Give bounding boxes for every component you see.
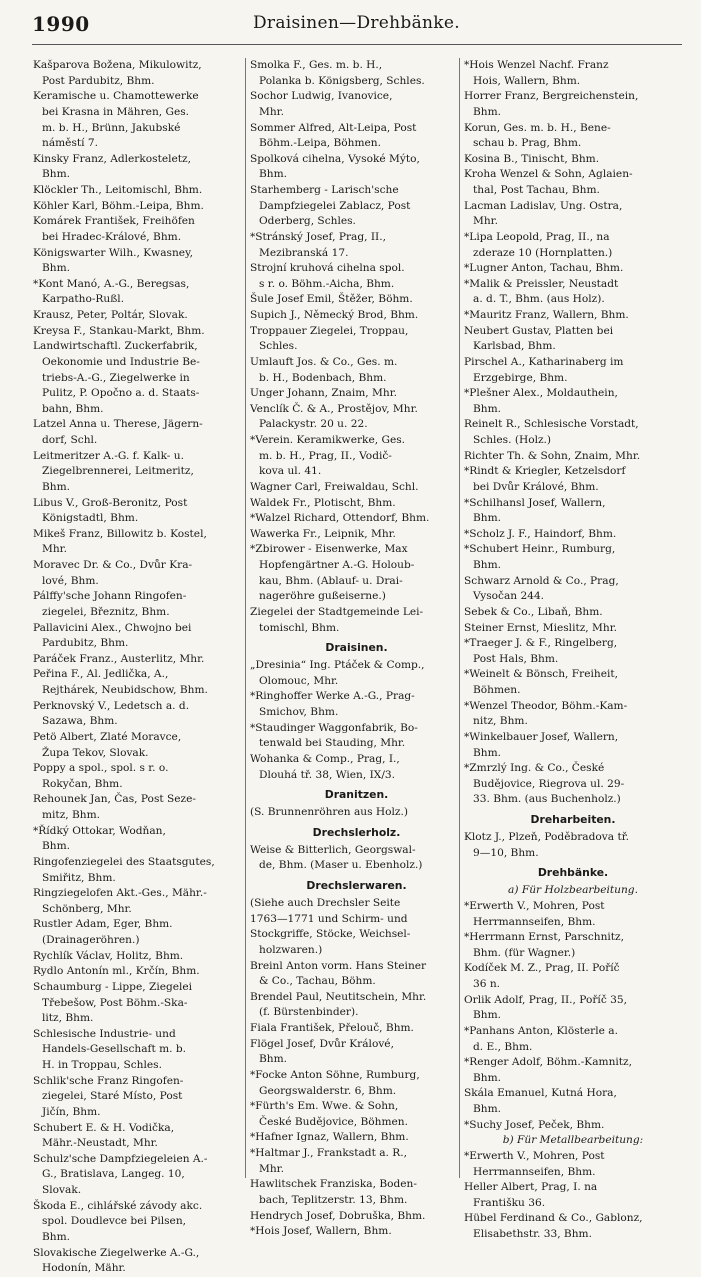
entry-continuation-line: Bhm. (473, 746, 502, 759)
entry-line: Keramische u. Chamottewerke (33, 90, 199, 103)
entry-line: Ringziegelofen Akt.-Ges., Mähr.- (33, 887, 207, 900)
entry-continuation-line: G., Bratislava, Langeg. 10, (42, 1168, 185, 1181)
entry-continuation-line: Bhm. (473, 1103, 502, 1115)
entry-line: Peřina F., Al. Jedlička, A., (33, 668, 169, 681)
entry-line: Poppy a spol., spol. s r. o. (33, 762, 169, 775)
entry-line: *Haltmar J., Frankstadt a. R., (250, 1147, 407, 1159)
entry-continuation-line: s r. o. Böhm.-Aicha, Bhm. (259, 277, 395, 290)
entry-continuation-line: spol. Doudlevce bei Pilsen, (42, 1215, 187, 1228)
entry-line: Flögel Josef, Dvůr Králové, (250, 1037, 394, 1050)
entry-line: Kroha Wenzel & Sohn, Aglaien- (464, 168, 633, 181)
entry-continuation-line: Handels-Gesellschaft m. b. (42, 1043, 187, 1056)
entry-line: *Lipa Leopold, Prag, II., na (464, 230, 610, 243)
entry-line: *Erwerth V., Mohren, Post (464, 899, 605, 912)
entry-continuation-line: 33. Bhm. (aus Buchenholz.) (473, 793, 621, 806)
entry-continuation-line: Schles. (259, 340, 298, 353)
entry-continuation-line: Bhm. (42, 168, 71, 181)
entry-continuation-line: Post Pardubitz, Bhm. (42, 74, 155, 87)
entry-continuation-line: kova ul. 41. (259, 465, 322, 478)
entry-continuation-line: Hois, Wallern, Bhm. (473, 74, 581, 87)
entry-line: Moravec Dr. & Co., Dvůr Kra- (33, 559, 193, 571)
entry-line: Wawerka Fr., Leipnik, Mhr. (250, 527, 396, 540)
entry-continuation-line: Sazawa, Bhm. (42, 715, 118, 728)
entry-continuation-line: Mhr. (473, 215, 498, 228)
entry-line: *Panhans Anton, Klösterle a. (464, 1024, 618, 1037)
entry-line: Reinelt R., Schlesische Vorstadt, (464, 418, 639, 431)
entry-line: *Zbirower - Eisenwerke, Max (250, 543, 408, 556)
entry-line: *Suchy Josef, Peček, Bhm. (464, 1118, 605, 1131)
entry-line: Šule Josef Emil, Štěžer, Böhm. (250, 293, 413, 306)
entry-line: Wagner Carl, Freiwaldau, Schl. (250, 480, 419, 493)
entry-line: *Mauritz Franz, Wallern, Bhm. (464, 309, 629, 321)
entry-line: *Schilhansl Josef, Wallern, (464, 496, 606, 509)
entry-continuation-line: litz, Bhm. (42, 1012, 94, 1025)
section-heading: Drehbänke. (537, 866, 609, 880)
entry-line: *Hois Wenzel Nachf. Franz (464, 59, 609, 71)
entry-line: Mikeš Franz, Billowitz b. Kostel, (33, 527, 207, 540)
entry-continuation-line: Dampfziegelei Zablacz, Post (259, 199, 411, 212)
entry-continuation-line: Bhm. (42, 262, 71, 275)
entry-line: *Focke Anton Söhne, Rumburg, (250, 1068, 420, 1081)
entry-line: Königswarter Wilh., Kwasney, (33, 246, 194, 259)
entry-line: *Scholz J. F., Haindorf, Bhm. (464, 527, 617, 540)
entry-continuation-line: Herrmannseifen, Bhm. (473, 1165, 596, 1178)
entry-line: 1763—1771 und Schirm- und (250, 912, 408, 925)
entry-line: *Fürth's Em. Wwe. & Sohn, (250, 1100, 399, 1113)
entry-line: Richter Th. & Sohn, Znaim, Mhr. (464, 449, 641, 462)
entry-line: Waldek Fr., Plotischt, Bhm. (250, 496, 396, 509)
entry-line: *Lugner Anton, Tachau, Bhm. (464, 262, 624, 275)
entry-continuation-line: ziegelei, Staré Místo, Post (42, 1090, 183, 1103)
entry-continuation-line: Bhm. (42, 1230, 71, 1243)
entry-continuation-line: Smichov, Bhm. (259, 706, 339, 718)
entry-line: Lacman Ladislav, Ung. Ostra, (464, 199, 623, 212)
entry-line: (S. Brunnenröhren aus Holz.) (250, 806, 408, 819)
entry-line: Škoda E., cihlářské závody akc. (33, 1199, 203, 1212)
entry-line: *Wenzel Theodor, Böhm.-Kam- (464, 699, 628, 712)
entry-continuation-line: Župa Tekov, Slovak. (42, 746, 149, 759)
entry-line: *Weinelt & Bönsch, Freiheit, (464, 668, 618, 681)
entry-line: „Dresinia“ Ing. Ptáček & Comp., (250, 659, 425, 672)
entry-line: Hawlitschek Franziska, Boden- (250, 1178, 417, 1191)
entry-line: *Plešner Alex., Moldauthein, (464, 387, 618, 400)
column-divider (245, 58, 246, 1178)
entry-continuation-line: náměstí 7. (42, 137, 99, 150)
entry-continuation-line: m. b. H., Prag, II., Vodič- (259, 449, 392, 462)
entry-line: *Herrmann Ernst, Parschnitz, (464, 931, 624, 944)
entry-line: Hendrych Josef, Dobruška, Bhm. (250, 1209, 426, 1222)
entry-line: *Rindt & Kriegler, Ketzelsdorf (464, 465, 626, 478)
entry-continuation-line: bahn, Bhm. (42, 402, 104, 415)
entry-line: Unger Johann, Znaim, Mhr. (250, 387, 397, 400)
entry-line: *Stránský Josef, Prag, II., (250, 230, 386, 243)
section-heading: Drechslerholz. (312, 825, 401, 839)
entry-line: Skála Emanuel, Kutná Hora, (464, 1087, 617, 1100)
entry-continuation-line: Olomouc, Mhr. (259, 674, 339, 687)
entry-line: Hübel Ferdinand & Co., Gablonz, (464, 1212, 643, 1225)
section-heading: Dranitzen. (324, 788, 389, 802)
entry-line: Schlesische Industrie- und (33, 1027, 176, 1040)
entry-continuation-line: Františku 36. (473, 1196, 546, 1209)
entry-continuation-line: Palackystr. 20 u. 22. (259, 418, 368, 431)
entry-line: Heller Albert, Prag, I. na (464, 1181, 598, 1194)
entry-continuation-line: Pulitz, P. Opočno a. d. Staats- (42, 387, 200, 400)
entry-line: Rydlo Antonín ml., Krčín, Bhm. (33, 965, 200, 978)
entry-line: Paráček Franz., Austerlitz, Mhr. (33, 652, 205, 665)
entry-line: Kodíček M. Z., Prag, II. Poříč (464, 962, 620, 975)
entry-line: Ringofenziegelei des Staatsgutes, (33, 855, 215, 868)
entry-continuation-line: Bhm. (473, 1071, 502, 1084)
entry-line: Troppauer Ziegelei, Troppau, (250, 324, 409, 337)
entry-continuation-line: Karpatho-Rußl. (42, 293, 125, 306)
entry-line: Brendel Paul, Neutitschein, Mhr. (250, 990, 427, 1003)
entry-line: Landwirtschaftl. Zuckerfabrik, (33, 340, 198, 353)
entry-continuation-line: nitz, Bhm. (473, 715, 528, 728)
entry-continuation-line: bei Krasna in Mähren, Ges. (42, 105, 190, 118)
entry-line: Starhemberg - Larisch'sche (250, 184, 399, 196)
entry-continuation-line: tomischl, Bhm. (259, 621, 340, 634)
entry-line: Rustler Adam, Eger, Bhm. (33, 918, 173, 931)
entry-continuation-line: Herrmannseifen, Bhm. (473, 915, 596, 928)
entry-continuation-line: triebs-A.-G., Ziegelwerke in (42, 371, 190, 384)
entry-line: Schlik'sche Franz Ringofen- (33, 1074, 184, 1087)
entry-line: *Walzel Richard, Ottendorf, Bhm. (250, 512, 430, 525)
entry-continuation-line: bei Hradec-Králové, Bhm. (42, 230, 182, 243)
entry-continuation-line: b. H., Bodenbach, Bhm. (259, 371, 387, 384)
entry-continuation-line: Hopfengärtner A.-G. Holoub- (259, 559, 415, 571)
entry-continuation-line: Karlsbad, Bhm. (473, 340, 556, 353)
header-divider (32, 44, 682, 45)
entry-line: Weise & Bitterlich, Georgswal- (250, 843, 416, 856)
entry-line: *Winkelbauer Josef, Wallern, (464, 730, 619, 743)
subsection-heading: a) Für Holzbearbeitung. (508, 884, 638, 897)
entry-line: *Řídký Ottokar, Wodňan, (33, 824, 166, 837)
entry-line: Libus V., Groß-Beronitz, Post (33, 496, 188, 509)
entry-continuation-line: m. b. H., Brünn, Jakubské (42, 121, 181, 134)
entry-continuation-line: Bhm. (42, 480, 71, 493)
entry-line: Sochor Ludwig, Ivanovice, (250, 90, 393, 103)
entry-line: Orlik Adolf, Prag, II., Poříč 35, (464, 993, 627, 1006)
entry-line: Strojní kruhová cihelna spol. (250, 262, 405, 275)
entry-continuation-line: Mähr.-Neustadt, Mhr. (42, 1137, 158, 1150)
entry-line: *Renger Adolf, Böhm.-Kamnitz, (464, 1056, 632, 1069)
entry-continuation-line: Rokyčan, Bhm. (42, 777, 123, 790)
entry-continuation-line: Bhm. (473, 559, 502, 571)
entry-line: *Schubert Heinr., Rumburg, (464, 543, 616, 556)
entry-continuation-line: Oderberg, Schles. (259, 215, 356, 228)
entry-line: Breinl Anton vorm. Hans Steiner (250, 959, 427, 972)
entry-line: Umlauft Jos. & Co., Ges. m. (250, 355, 398, 368)
entry-line: Schwarz Arnold & Co., Prag, (464, 574, 619, 587)
entry-line: Kinsky Franz, Adlerkosteletz, (33, 152, 191, 165)
entry-line: Venclík Č. & A., Prostějov, Mhr. (250, 402, 418, 415)
entry-line: *Kont Manó, A.-G., Beregsas, (33, 277, 190, 290)
entry-continuation-line: kau, Bhm. (Ablauf- u. Drai- (259, 574, 403, 587)
entry-line: Steiner Ernst, Mieslitz, Mhr. (464, 621, 617, 634)
entry-line: Slovakische Ziegelwerke A.-G., (33, 1246, 200, 1259)
entry-line: (Siehe auch Drechsler Seite (250, 897, 401, 909)
entry-continuation-line: Oekonomie und Industrie Be- (42, 355, 200, 368)
entry-line: Wohanka & Comp., Prag, I., (250, 752, 400, 765)
page-title: Draisinen—Drehbänke. (253, 13, 460, 33)
entry-continuation-line: Königstadtl, Bhm. (42, 512, 139, 525)
directory-column-3 (464, 58, 682, 1240)
page-header (0, 0, 701, 44)
entry-continuation-line: mitz, Bhm. (42, 809, 101, 821)
entry-continuation-line: dorf, Schl. (42, 434, 98, 446)
entry-continuation-line: Böhmen. (473, 684, 521, 696)
entry-continuation-line: Rejthárek, Neubidschow, Bhm. (42, 684, 208, 696)
entry-continuation-line: (f. Bürstenbinder). (259, 1006, 359, 1019)
entry-continuation-line: Elisabethstr. 33, Bhm. (473, 1228, 592, 1240)
entry-line: *Traeger J. & F., Ringelberg, (464, 637, 618, 650)
entry-line: Kašparova Božena, Mikulowitz, (33, 59, 202, 71)
subsection-heading: b) Für Metallbearbeitung: (502, 1134, 644, 1147)
entry-line: *Staudinger Waggonfabrik, Bo- (250, 721, 418, 734)
entry-line: Pallavicini Alex., Chwojno bei (33, 621, 192, 634)
entry-line: Kosina B., Tinischt, Bhm. (464, 152, 600, 165)
entry-line: *Ringhoffer Werke A.-G., Prag- (250, 690, 415, 703)
entry-continuation-line: 9—10, Bhm. (473, 846, 539, 859)
entry-continuation-line: Mhr. (259, 1162, 284, 1175)
entry-continuation-line: Hodonín, Mähr. (42, 1262, 126, 1275)
entry-line: *Hafner Ignaz, Wallern, Bhm. (250, 1131, 409, 1144)
entry-continuation-line: Erzgebirge, Bhm. (473, 371, 568, 384)
entry-continuation-line: Dlouhá tř. 38, Wien, IX/3. (259, 768, 396, 781)
entry-continuation-line: Smiřitz, Bhm. (42, 871, 116, 884)
entry-continuation-line: Georgswalderstr. 6, Bhm. (259, 1084, 397, 1097)
entry-continuation-line: & Co., Tachau, Böhm. (259, 975, 376, 988)
entry-line: *Zmrzlý Ing. & Co., České (464, 762, 605, 775)
entry-line: Köhler Karl, Böhm.-Leipa, Bhm. (33, 199, 204, 212)
entry-line: Korun, Ges. m. b. H., Bene- (464, 121, 611, 134)
section-heading: Dreharbeiten. (530, 813, 616, 826)
entry-line: Supich J., Německý Brod, Bhm. (250, 309, 419, 321)
entry-line: Spolková cihelna, Vysoké Mýto, (250, 152, 420, 165)
entry-continuation-line: a. d. T., Bhm. (aus Holz). (473, 293, 605, 306)
entry-line: Schulz'sche Dampfziegeleien A.- (33, 1152, 208, 1165)
entry-continuation-line: Mezibranská 17. (259, 246, 349, 259)
entry-continuation-line: Bhm. (259, 168, 288, 181)
entry-line: Klotz J., Plzeň, Poděbradova tř. (464, 831, 629, 843)
directory-column-1 (33, 58, 243, 1275)
entry-continuation-line: České Budějovice, Böhmen. (259, 1115, 408, 1128)
entry-line: Rehounek Jan, Čas, Post Seze- (33, 793, 196, 806)
entry-line: Fiala František, Přelouč, Bhm. (250, 1022, 414, 1034)
entry-line: Petö Albert, Zlaté Moravce, (33, 730, 182, 743)
entry-line: *Hois Josef, Wallern, Bhm. (250, 1225, 392, 1238)
entry-continuation-line: Budějovice, Riegrova ul. 29- (473, 777, 625, 790)
entry-continuation-line: schau b. Prag, Bhm. (473, 137, 582, 150)
entry-line: Schubert E. & H. Vodička, (33, 1121, 175, 1134)
entry-line: Stockgriffe, Stöcke, Weichsel- (250, 928, 411, 941)
entry-line: Kreysa F., Stankau-Markt, Bhm. (33, 324, 205, 337)
entry-continuation-line: 36 n. (473, 978, 501, 990)
entry-continuation-line: d. E., Bhm. (473, 1040, 533, 1053)
entry-continuation-line: Mhr. (259, 105, 284, 118)
section-heading: Drechslerwaren. (306, 879, 407, 892)
entry-continuation-line: Böhm.-Leipa, Böhmen. (259, 137, 381, 150)
entry-continuation-line: Vysočan 244. (473, 590, 545, 603)
entry-line: Horrer Franz, Bergreichenstein, (464, 90, 639, 103)
entry-line: Smolka F., Ges. m. b. H., (250, 59, 383, 71)
entry-continuation-line: Polanka b. Königsberg, Schles. (259, 74, 425, 87)
entry-continuation-line: Bhm. (473, 1009, 502, 1022)
section-heading: Draisinen. (325, 641, 388, 655)
entry-continuation-line: Slovak. (42, 1184, 82, 1196)
entry-line: *Verein. Keramikwerke, Ges. (250, 434, 406, 446)
entry-continuation-line: ziegelei, Březnitz, Bhm. (42, 605, 170, 618)
entry-continuation-line: Mhr. (42, 543, 67, 556)
entry-continuation-line: Bhm. (473, 402, 502, 415)
entry-continuation-line: Bhm. (42, 840, 71, 853)
entry-line: *Malik & Preissler, Neustadt (464, 277, 619, 290)
entry-line: Klöckler Th., Leitomischl, Bhm. (33, 184, 203, 196)
entry-continuation-line: Bhm. (473, 105, 502, 118)
entry-line: Leitmeritzer A.-G. f. Kalk- u. (33, 449, 184, 462)
entry-continuation-line: Třebešow, Post Böhm.-Ska- (42, 996, 188, 1009)
entry-line: Ziegelei der Stadtgemeinde Lei- (250, 605, 424, 618)
entry-line: Schaumburg - Lippe, Ziegelei (33, 980, 193, 993)
entry-continuation-line: de, Bhm. (Maser u. Ebenholz.) (259, 859, 423, 872)
page-number: 1990 (32, 12, 90, 36)
entry-line: Sommer Alfred, Alt-Leipa, Post (250, 121, 417, 134)
entry-continuation-line: Post Hals, Bhm. (473, 652, 559, 665)
entry-line: Pálffy'sche Johann Ringofen- (33, 590, 187, 603)
entry-continuation-line: Bhm. (259, 1053, 288, 1066)
entry-continuation-line: nageröhre gußeiserne.) (259, 590, 386, 603)
entry-continuation-line: tenwald bei Stauding, Mhr. (259, 737, 406, 750)
entry-continuation-line: Pardubitz, Bhm. (42, 637, 129, 650)
entry-continuation-line: bei Dvůr Králové, Bhm. (473, 480, 599, 493)
entry-continuation-line: lové, Bhm. (42, 574, 99, 587)
entry-continuation-line: Schles. (Holz.) (473, 434, 552, 446)
entry-line: Pirschel A., Katharinaberg im (464, 355, 624, 368)
entry-line: Komárek František, Freihöfen (33, 215, 195, 228)
entry-continuation-line: Bhm. (473, 512, 502, 525)
entry-continuation-line: Bhm. (für Wagner.) (473, 946, 576, 959)
entry-continuation-line: H. in Troppau, Schles. (42, 1059, 162, 1071)
entry-line: Perknovský V., Ledetsch a. d. (33, 699, 190, 712)
entry-continuation-line: Jičín, Bhm. (42, 1105, 101, 1118)
entry-line: Sebek & Co., Libaň, Bhm. (464, 605, 603, 618)
entry-continuation-line: Schönberg, Mhr. (42, 902, 132, 915)
entry-continuation-line: Ziegelbrennerei, Leitmeritz, (42, 465, 194, 478)
entry-continuation-line: zderaze 10 (Hornplatten.) (473, 246, 613, 259)
entry-continuation-line: thal, Post Tachau, Bhm. (473, 184, 600, 196)
directory-column-2 (250, 58, 463, 1238)
entry-continuation-line: bach, Teplitzerstr. 13, Bhm. (259, 1193, 408, 1206)
entry-line: Krausz, Peter, Poltár, Slovak. (33, 309, 188, 321)
entry-line: Latzel Anna u. Therese, Jägern- (33, 418, 203, 431)
entry-line: Rychlík Václav, Holitz, Bhm. (33, 949, 184, 962)
entry-line: Neubert Gustav, Platten bei (464, 324, 614, 337)
entry-line: *Erwerth V., Mohren, Post (464, 1149, 605, 1162)
entry-continuation-line: holzwaren.) (259, 943, 323, 956)
entry-continuation-line: (Drainageröhren.) (42, 934, 140, 946)
